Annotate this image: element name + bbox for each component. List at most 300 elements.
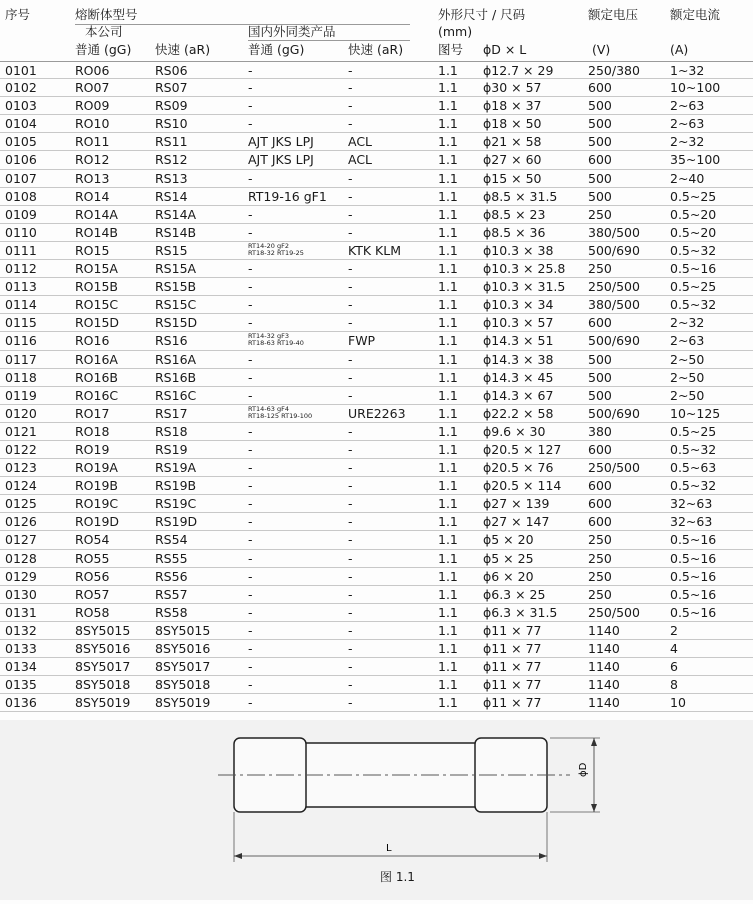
similar-fast-cell: -: [348, 80, 353, 96]
current-cell: 10: [670, 695, 686, 711]
current-cell: 6: [670, 659, 678, 675]
table-row: [0, 477, 753, 495]
dimension-cell: ϕ11 × 77: [483, 677, 542, 693]
current-cell: 8: [670, 677, 678, 693]
current-cell: 0.5~25: [670, 279, 717, 295]
similar-general-cell: -: [248, 206, 253, 222]
voltage-cell: 600: [588, 80, 612, 96]
seq-cell: 0107: [5, 170, 37, 186]
seq-cell: 0113: [5, 279, 37, 295]
dimension-cell: ϕ22.2 × 58: [483, 405, 554, 421]
table-row: [0, 115, 753, 133]
dimension-cell: ϕ14.3 × 51: [483, 333, 554, 349]
table-row: [0, 79, 753, 97]
fig-no-cell: 1.1: [438, 224, 458, 240]
fast-ar-cell: RS19D: [155, 514, 198, 530]
fig-no-cell: 1.1: [438, 188, 458, 204]
fig-no-cell: 1.1: [438, 496, 458, 512]
similar-general-cell: -: [248, 460, 253, 476]
general-gg-cell: RO16: [75, 333, 110, 349]
fig-no-cell: 1.1: [438, 514, 458, 530]
table-row: [0, 260, 753, 278]
fast-ar-cell: RS19C: [155, 496, 197, 512]
fast-ar-cell: RS14B: [155, 224, 197, 240]
header-similar-products: 国内外同类产品: [248, 24, 336, 39]
voltage-cell: 500: [588, 351, 612, 367]
similar-fast-cell: -: [348, 423, 353, 439]
general-gg-cell: RO16B: [75, 369, 119, 385]
similar-fast-cell: -: [348, 315, 353, 331]
general-gg-cell: RO15D: [75, 315, 120, 331]
fig-no-cell: 1.1: [438, 568, 458, 584]
table-row: [0, 531, 753, 549]
diameter-arrow-bottom: [591, 804, 597, 812]
fast-ar-cell: RS16B: [155, 369, 197, 385]
current-cell: 35~100: [670, 152, 721, 168]
voltage-cell: 600: [588, 496, 612, 512]
fuse-table: [0, 61, 753, 712]
fig-no-cell: 1.1: [438, 641, 458, 656]
voltage-cell: 600: [588, 315, 612, 331]
fast-ar-cell: RS16C: [155, 387, 197, 403]
voltage-cell: 600: [588, 152, 612, 168]
dimension-cell: ϕ27 × 139: [483, 496, 550, 512]
header-rated-voltage: 额定电压: [588, 7, 639, 22]
fig-no-cell: 1.1: [438, 423, 458, 439]
similar-fast-cell: URE2263: [348, 405, 406, 421]
current-cell: 2~63: [670, 98, 705, 114]
similar-fast-cell: -: [348, 586, 353, 602]
seq-cell: 0115: [5, 315, 37, 331]
similar-general-cell: -: [248, 641, 253, 656]
current-cell: 0.5~16: [670, 550, 717, 566]
similar-fast-cell: -: [348, 622, 353, 638]
general-gg-cell: 8SY5016: [75, 641, 131, 656]
fig-no-cell: 1.1: [438, 586, 458, 602]
general-gg-cell: 8SY5017: [75, 659, 131, 675]
general-gg-cell: RO57: [75, 586, 110, 602]
fast-ar-cell: 8SY5015: [155, 622, 211, 638]
similar-general-cell: -: [248, 478, 253, 494]
seq-cell: 0134: [5, 659, 37, 675]
fig-no-cell: 1.1: [438, 333, 458, 349]
voltage-cell: 500/690: [588, 242, 640, 258]
fast-ar-cell: RS15A: [155, 261, 197, 277]
header-fig-no: 图号: [438, 42, 464, 57]
dimension-cell: ϕ20.5 × 114: [483, 478, 562, 494]
general-gg-cell: RO58: [75, 604, 110, 620]
fig-no-cell: 1.1: [438, 80, 458, 96]
similar-fast-cell: -: [348, 206, 353, 222]
table-row: [0, 658, 753, 676]
general-gg-cell: RO15A: [75, 261, 118, 277]
fast-ar-cell: RS15C: [155, 297, 197, 313]
general-gg-cell: RO14B: [75, 224, 119, 240]
current-cell: 0.5~25: [670, 188, 717, 204]
fast-ar-cell: RS12: [155, 152, 188, 168]
table-row: [0, 676, 753, 694]
current-cell: 10~125: [670, 405, 721, 421]
general-gg-cell: RO11: [75, 134, 110, 150]
current-cell: 4: [670, 641, 678, 656]
general-gg-cell: RO15C: [75, 297, 119, 313]
fast-ar-cell: RS15: [155, 242, 188, 258]
general-gg-cell: RO55: [75, 550, 110, 566]
fast-ar-cell: RS11: [155, 134, 188, 150]
dimension-cell: ϕ5 × 25: [483, 550, 534, 566]
similar-general-cell: -: [248, 63, 253, 78]
general-gg-cell: RO56: [75, 568, 110, 584]
fast-ar-cell: RS57: [155, 586, 188, 602]
fast-ar-cell: RS19B: [155, 478, 197, 494]
voltage-cell: 250/500: [588, 279, 640, 295]
similar-general-cell: -: [248, 677, 253, 693]
similar-general-cell: -: [248, 423, 253, 439]
dimension-cell: ϕ11 × 77: [483, 641, 542, 656]
similar-fast-cell: -: [348, 695, 353, 711]
voltage-cell: 250: [588, 261, 612, 277]
seq-cell: 0135: [5, 677, 37, 693]
table-row: [0, 423, 753, 441]
seq-cell: 0122: [5, 441, 37, 457]
general-gg-cell: RO14: [75, 188, 110, 204]
fast-ar-cell: RS16: [155, 333, 188, 349]
similar-fast-cell: -: [348, 604, 353, 620]
seq-cell: 0118: [5, 369, 37, 385]
header-voltage-unit: (V): [592, 42, 611, 57]
dimension-cell: ϕ18 × 37: [483, 98, 542, 114]
current-cell: 0.5~25: [670, 423, 717, 439]
current-cell: 0.5~16: [670, 586, 717, 602]
similar-general-cell: -: [248, 98, 253, 114]
table-row: [0, 224, 753, 242]
current-cell: 0.5~16: [670, 261, 717, 277]
dimension-cell: ϕ10.3 × 31.5: [483, 279, 566, 295]
voltage-cell: 500/690: [588, 333, 640, 349]
header-divider: [75, 24, 410, 25]
similar-fast-cell: -: [348, 460, 353, 476]
fig-no-cell: 1.1: [438, 460, 458, 476]
seq-cell: 0121: [5, 423, 37, 439]
length-arrow-left: [234, 853, 242, 859]
current-cell: 0.5~16: [670, 532, 717, 548]
similar-general-cell: -: [248, 170, 253, 186]
similar-general-cell: -: [248, 441, 253, 457]
voltage-cell: 250: [588, 550, 612, 566]
general-gg-cell: RO16C: [75, 387, 119, 403]
table-row: [0, 151, 753, 169]
current-cell: 0.5~16: [670, 604, 717, 620]
table-row: [0, 369, 753, 387]
length-arrow-right: [539, 853, 547, 859]
general-gg-cell: 8SY5018: [75, 677, 131, 693]
voltage-cell: 250: [588, 532, 612, 548]
fig-no-cell: 1.1: [438, 677, 458, 693]
seq-cell: 0132: [5, 622, 37, 638]
voltage-cell: 500: [588, 188, 612, 204]
seq-cell: 0124: [5, 478, 37, 494]
fast-ar-cell: RS14: [155, 188, 188, 204]
voltage-cell: 500: [588, 134, 612, 150]
fig-no-cell: 1.1: [438, 387, 458, 403]
similar-general-cell: -: [248, 224, 253, 240]
similar-general-cell: -: [248, 532, 253, 548]
similar-fast-cell: FWP: [348, 333, 376, 349]
fast-ar-cell: RS16A: [155, 351, 197, 367]
current-cell: 32~63: [670, 496, 713, 512]
voltage-cell: 1140: [588, 622, 620, 638]
fast-ar-cell: RS10: [155, 116, 188, 132]
similar-fast-cell: -: [348, 170, 353, 186]
fig-no-cell: 1.1: [438, 695, 458, 711]
fig-no-cell: 1.1: [438, 532, 458, 548]
similar-general-cell: -: [248, 659, 253, 675]
dimension-cell: ϕ14.3 × 45: [483, 369, 554, 385]
current-cell: 2~50: [670, 369, 705, 385]
current-cell: 2~40: [670, 170, 705, 186]
similar-general-cell: AJT JKS LPJ: [248, 152, 314, 168]
fig-no-cell: 1.1: [438, 405, 458, 421]
table-row: [0, 495, 753, 513]
fast-ar-cell: RS06: [155, 63, 188, 78]
similar-fast-cell: -: [348, 532, 353, 548]
similar-fast-cell: -: [348, 297, 353, 313]
similar-general-cell: -: [248, 261, 253, 277]
table-row: [0, 513, 753, 531]
seq-cell: 0114: [5, 297, 37, 313]
fast-ar-cell: RS15D: [155, 315, 198, 331]
general-gg-cell: RO14A: [75, 206, 118, 222]
fig-no-cell: 1.1: [438, 550, 458, 566]
fast-ar-cell: RS19: [155, 441, 188, 457]
fig-no-cell: 1.1: [438, 659, 458, 675]
header-dimensions: 外形尺寸 / 尺码: [438, 7, 526, 22]
similar-fast-cell: -: [348, 387, 353, 403]
dimension-cell: ϕ12.7 × 29: [483, 63, 554, 78]
similar-fast-cell: KTK KLM: [348, 242, 401, 258]
seq-cell: 0112: [5, 261, 37, 277]
voltage-cell: 250: [588, 568, 612, 584]
fast-ar-cell: RS55: [155, 550, 188, 566]
fast-ar-cell: 8SY5016: [155, 641, 211, 656]
similar-fast-cell: -: [348, 279, 353, 295]
header-dxl: ϕD × L: [483, 42, 527, 57]
fig-no-cell: 1.1: [438, 315, 458, 331]
seq-cell: 0126: [5, 514, 37, 530]
table-row: [0, 97, 753, 115]
current-cell: 2: [670, 622, 678, 638]
similar-fast-cell: -: [348, 641, 353, 656]
table-row: [0, 296, 753, 314]
seq-cell: 0127: [5, 532, 37, 548]
similar-general-cell: -: [248, 622, 253, 638]
table-row: [0, 586, 753, 604]
fig-no-cell: 1.1: [438, 441, 458, 457]
seq-cell: 0105: [5, 134, 37, 150]
fig-no-cell: 1.1: [438, 98, 458, 114]
current-cell: 2~50: [670, 387, 705, 403]
fig-no-cell: 1.1: [438, 351, 458, 367]
dimension-cell: ϕ5 × 20: [483, 532, 534, 548]
voltage-cell: 1140: [588, 641, 620, 656]
table-row: [0, 188, 753, 206]
general-gg-cell: RO19B: [75, 478, 119, 494]
figure-caption: 图 1.1: [380, 870, 415, 884]
similar-general-cell: -: [248, 695, 253, 711]
fast-ar-cell: RS54: [155, 532, 188, 548]
dimension-cell: ϕ30 × 57: [483, 80, 542, 96]
table-row: [0, 604, 753, 622]
dimension-cell: ϕ10.3 × 38: [483, 242, 554, 258]
similar-general-cell: -: [248, 279, 253, 295]
current-cell: 0.5~16: [670, 568, 717, 584]
similar-fast-cell: -: [348, 677, 353, 693]
fig-no-cell: 1.1: [438, 206, 458, 222]
similar-fast-cell: -: [348, 659, 353, 675]
seq-cell: 0119: [5, 387, 37, 403]
fig-no-cell: 1.1: [438, 170, 458, 186]
general-gg-cell: RO19C: [75, 496, 119, 512]
general-gg-cell: RO17: [75, 405, 110, 421]
dimension-cell: ϕ14.3 × 38: [483, 351, 554, 367]
dimension-cell: ϕ20.5 × 127: [483, 441, 562, 457]
fast-ar-cell: RS18: [155, 423, 188, 439]
diameter-arrow-top: [591, 738, 597, 746]
voltage-cell: 250/380: [588, 63, 640, 78]
fast-ar-cell: RS56: [155, 568, 188, 584]
seq-cell: 0104: [5, 116, 37, 132]
voltage-cell: 380: [588, 423, 612, 439]
fig-no-cell: 1.1: [438, 134, 458, 150]
table-row: [0, 242, 753, 260]
fig-no-cell: 1.1: [438, 261, 458, 277]
fast-ar-cell: RS19A: [155, 460, 197, 476]
fig-no-cell: 1.1: [438, 604, 458, 620]
fast-ar-cell: RS07: [155, 80, 188, 96]
header-dim-unit: (mm): [438, 24, 473, 39]
current-cell: 0.5~32: [670, 441, 717, 457]
voltage-cell: 500/690: [588, 405, 640, 421]
dimension-cell: ϕ15 × 50: [483, 170, 542, 186]
voltage-cell: 600: [588, 441, 612, 457]
current-cell: 32~63: [670, 514, 713, 530]
similar-fast-cell: -: [348, 224, 353, 240]
voltage-cell: 380/500: [588, 297, 640, 313]
general-gg-cell: RO10: [75, 116, 110, 132]
similar-general-cell: -: [248, 514, 253, 530]
fig-no-cell: 1.1: [438, 279, 458, 295]
table-row: [0, 694, 753, 712]
length-label: L: [386, 843, 392, 854]
fast-ar-cell: RS09: [155, 98, 188, 114]
fig-no-cell: 1.1: [438, 242, 458, 258]
fig-no-cell: 1.1: [438, 297, 458, 313]
general-gg-cell: RO54: [75, 532, 110, 548]
similar-fast-cell: ACL: [348, 152, 373, 168]
header-fast-ar: 快速 (aR): [155, 42, 211, 57]
table-row: [0, 170, 753, 188]
similar-fast-cell: -: [348, 98, 353, 114]
dimension-cell: ϕ6 × 20: [483, 568, 534, 584]
general-gg-cell: RO09: [75, 98, 110, 114]
similar-general-cell: AJT JKS LPJ: [248, 134, 314, 150]
seq-cell: 0102: [5, 80, 37, 96]
voltage-cell: 250/500: [588, 460, 640, 476]
general-gg-cell: RO15B: [75, 279, 119, 295]
dimension-cell: ϕ10.3 × 25.8: [483, 261, 566, 277]
seq-cell: 0131: [5, 604, 37, 620]
similar-general-cell: -: [248, 297, 253, 313]
current-cell: 0.5~32: [670, 478, 717, 494]
similar-fast-cell: -: [348, 63, 353, 78]
header-fuse-type: 熔断体型号: [75, 7, 138, 22]
similar-fast-cell: -: [348, 514, 353, 530]
seq-cell: 0109: [5, 206, 37, 222]
fig-no-cell: 1.1: [438, 63, 458, 78]
similar-general-cell: -: [248, 604, 253, 620]
voltage-cell: 500: [588, 387, 612, 403]
voltage-cell: 500: [588, 98, 612, 114]
voltage-cell: 600: [588, 478, 612, 494]
seq-cell: 0116: [5, 333, 37, 349]
fig-no-cell: 1.1: [438, 116, 458, 132]
similar-fast-cell: -: [348, 188, 353, 204]
fast-ar-cell: 8SY5018: [155, 677, 211, 693]
general-gg-cell: 8SY5019: [75, 695, 131, 711]
current-cell: 2~63: [670, 116, 705, 132]
general-gg-cell: RO19A: [75, 460, 118, 476]
table-row: [0, 61, 753, 79]
dimension-cell: ϕ8.5 × 36: [483, 224, 546, 240]
fuse-figure: [0, 720, 753, 900]
table-row: [0, 459, 753, 477]
current-cell: 2~32: [670, 134, 705, 150]
voltage-cell: 250: [588, 586, 612, 602]
seq-cell: 0120: [5, 405, 37, 421]
similar-fast-cell: -: [348, 496, 353, 512]
voltage-cell: 250/500: [588, 604, 640, 620]
similar-general-cell: RT14-20 gF2 RT18-32 RT19-25: [248, 241, 304, 257]
voltage-cell: 500: [588, 369, 612, 385]
dimension-cell: ϕ11 × 77: [483, 622, 542, 638]
fast-ar-cell: RS58: [155, 604, 188, 620]
similar-general-cell: RT19-16 gF1: [248, 188, 327, 204]
seq-cell: 0103: [5, 98, 37, 114]
similar-general-cell: -: [248, 369, 253, 385]
voltage-cell: 250: [588, 206, 612, 222]
general-gg-cell: RO06: [75, 63, 110, 78]
header-divider: [248, 40, 410, 41]
header-seq: 序号: [5, 7, 31, 22]
current-cell: 0.5~63: [670, 460, 717, 476]
seq-cell: 0108: [5, 188, 37, 204]
current-cell: 0.5~20: [670, 224, 717, 240]
seq-cell: 0123: [5, 460, 37, 476]
seq-cell: 0111: [5, 242, 37, 258]
header-our-company: 本公司: [85, 24, 123, 39]
voltage-cell: 1140: [588, 695, 620, 711]
header-general-gg: 普通 (gG): [75, 42, 132, 57]
seq-cell: 0125: [5, 496, 37, 512]
header-similar-fast: 快速 (aR): [348, 42, 404, 57]
dimension-cell: ϕ9.6 × 30: [483, 423, 546, 439]
fast-ar-cell: 8SY5019: [155, 695, 211, 711]
header-rated-current: 额定电流: [670, 7, 721, 22]
dimension-cell: ϕ11 × 77: [483, 659, 542, 675]
fast-ar-cell: RS13: [155, 170, 188, 186]
dimension-cell: ϕ18 × 50: [483, 116, 542, 132]
similar-fast-cell: -: [348, 116, 353, 132]
